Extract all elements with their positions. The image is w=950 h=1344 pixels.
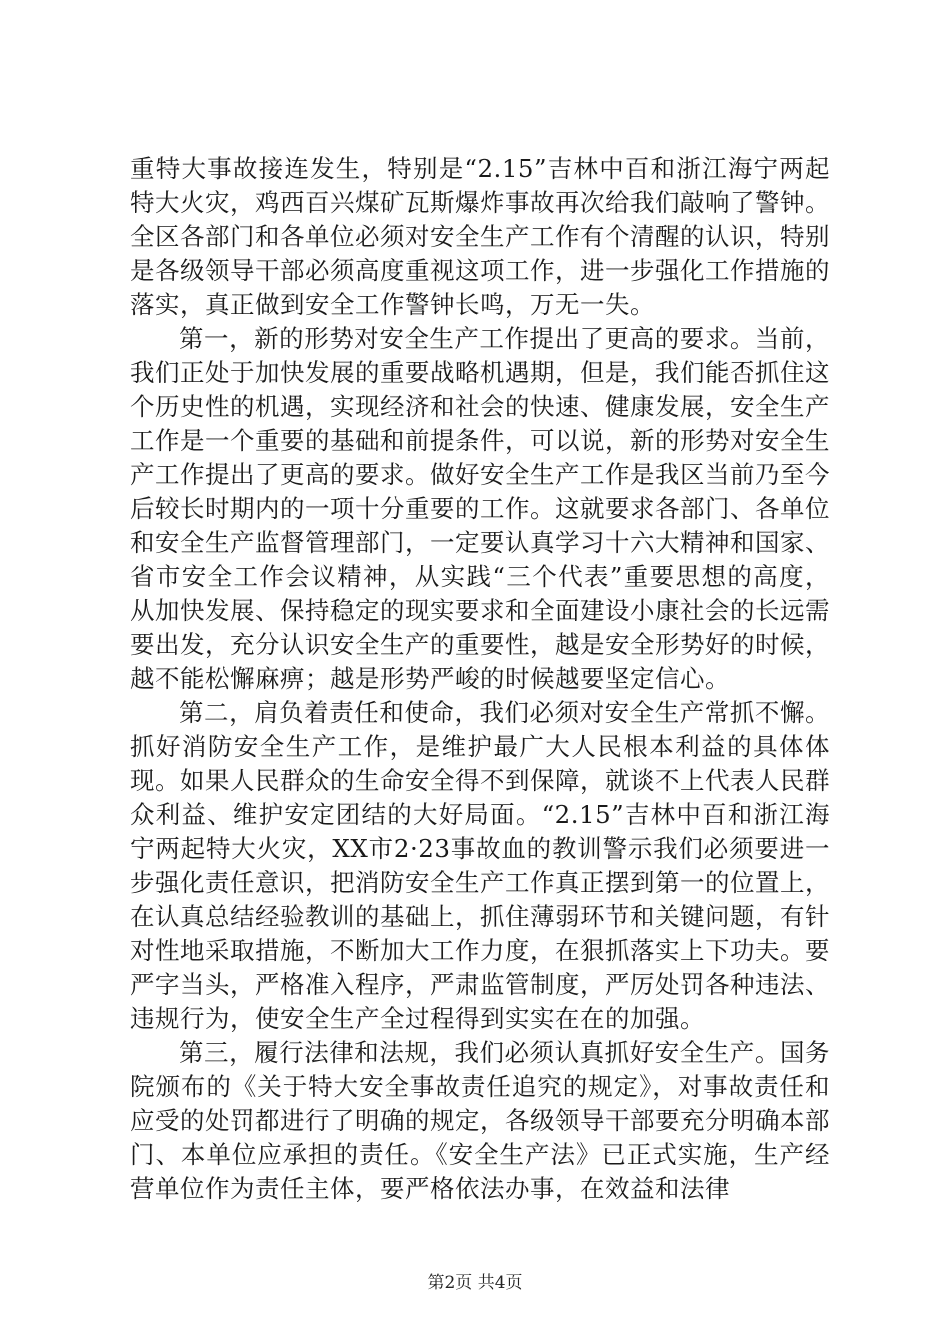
document-body [130, 152, 830, 1206]
paragraph-third-point: 第三，履行法律和法规，我们必须认真抓好安全生产。国务院颁布的《关于特大安全事故责任追究的规定》，对事故责任和应受的处罚都进行了明确的规定，各级领导干部要充分明确本部门、本单位应承担的责任。《安全生产法》已正式实施，生产经营单位作为责任主体，要严格依法办事，在效益和法律 [130, 1038, 830, 1203]
paragraph-first-point: 第一，新的形势对安全生产工作提出了更高的要求。当前，我们正处于加快发展的重要战略机遇期，但是，我们能否抓住这个历史性的机遇，实现经济和社会的快速、健康发展，安全生产工作是一个重要的基础和前提条件，可以说，新的形势对安全生产工作提出了更高的要求。做好安全生产工作是我区当前乃至今后较长时期内的一项十分重要的工作。这就要求各部门、各单位和安全生产监督管理部门，一定要认真学习十六大精神和国家、省市安全工作会议精神，从实践“三个代表”重要思想的高度，从加快发展、保持稳定的现实要求和全面建设小康社会的长远需要出发，充分认识安全生产的重要性，越是安全形势好的时候，越不能松懈麻痹；越是形势严峻的时候越要坚定信心。 [130, 324, 830, 693]
page-number-footer: 第2页 共4页 [427, 1273, 523, 1293]
paragraph-second-point: 第二，肩负着责任和使命，我们必须对安全生产常抓不懈。抓好消防安全生产工作，是维护最广大人民根本利益的具体体现。如果人民群众的生命安全得不到保障，就谈不上代表人民群众利益、维护安定团结的大好局面。“2.15”吉林中百和浙江海宁两起特大火灾，XX市2·23事故血的教训警示我们必须要进一步强化责任意识，把消防安全生产工作真正摆到第一的位置上，在认真总结经验教训的基础上，抓住薄弱环节和关键问题，有针对性地采取措施，不断加大工作力度，在狠抓落实上下功夫。要严字当头，严格准入程序，严肃监管制度，严厉处罚各种违法、违规行为，使安全生产全过程得到实实在在的加强。 [130, 698, 830, 1033]
paragraph-intro: 重特大事故接连发生，特别是“2.15”吉林中百和浙江海宁两起特大火灾，鸡西百兴煤矿瓦斯爆炸事故再次给我们敲响了警钟。全区各部门和各单位必须对安全生产工作有个清醒的认识，特别是各级领导干部必须高度重视这项工作，进一步强化工作措施的落实，真正做到安全工作警钟长鸣，万无一失。 [130, 154, 830, 319]
